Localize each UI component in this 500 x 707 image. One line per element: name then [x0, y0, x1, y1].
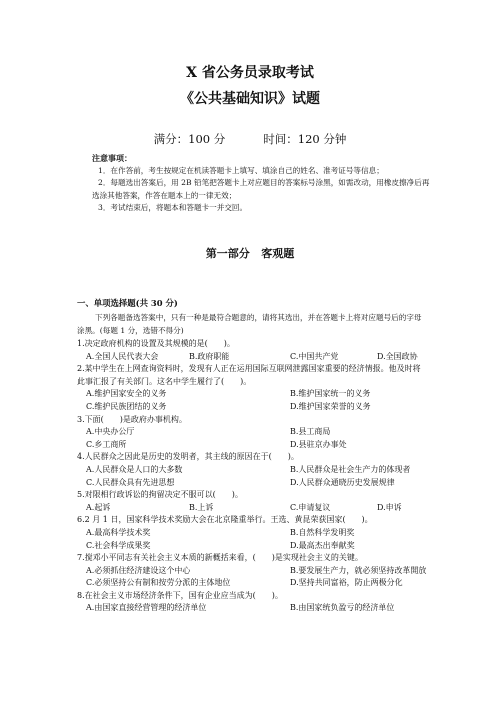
exam-title: X 省公务员录取考试: [186, 65, 314, 81]
options-row: [77, 401, 427, 414]
option: B.人民群众是社会生产力的体现者: [290, 464, 411, 474]
option: B.要发展生产力，就必须坚持改革開放: [290, 565, 427, 575]
option: B.自然科学发明奖: [290, 527, 355, 537]
option: C.社会科学成果奖: [86, 540, 151, 550]
question-stem: 1.决定政府机构的设置及其规模的是( )。: [77, 339, 235, 348]
notes-block: [92, 152, 432, 215]
option: D.坚持共同富裕，防止两极分化: [290, 578, 403, 588]
options-row: [77, 388, 427, 401]
option: D.维护国家荣誉的义务: [290, 401, 371, 411]
options-row: [77, 426, 427, 439]
option: C.人民群众具有先进思想: [86, 477, 175, 487]
options-row: [77, 565, 427, 578]
options-row: [77, 540, 427, 553]
options-row: [77, 502, 427, 515]
note-item: 3．考试结束后，将题本和答题卡一并交回。: [98, 203, 248, 213]
option: A.由国家直接经营管理的经济单位: [86, 603, 207, 613]
option: B.维护国家统一的义务: [290, 389, 371, 399]
option: A.中央办公厅: [86, 427, 135, 437]
question-list: [77, 338, 427, 615]
section-name: 客观题: [261, 247, 295, 260]
exam-subtitle: 《公共基础知识》试题: [180, 91, 320, 107]
part-heading: 一、单项选择题(共 30 分): [77, 298, 178, 308]
option: A.全国人民代表大会: [86, 351, 159, 361]
option: A.最高科学技术奖: [86, 527, 151, 537]
question-stem: 7.搅邓小平同志有关社会主义本质的新概括来看，( )是实现社会主义的关键。: [77, 553, 363, 563]
option: A.起诉: [86, 502, 111, 512]
question-stem: 2.某中学生在上网查询资料时，发现有人正在运用国际互联网泄露国家重要的经济情报。他及时将此事汇报了有关部门。这名中学生履行了( )。: [77, 364, 421, 386]
exam-meta: [0, 131, 500, 147]
options-row: [77, 602, 427, 615]
option: D.申诉: [377, 502, 402, 512]
option: C.申请复议: [290, 502, 331, 512]
question-stem: 4.人民群众之因此是历史的发明者，其主线的原因在于( )。: [77, 452, 299, 462]
option: D.全国政协: [377, 351, 418, 361]
section-number: 第一部分: [205, 247, 250, 260]
score-text: 满分：100 分: [153, 132, 226, 146]
option: A.维护国家安全的义务: [86, 389, 167, 399]
option: B.政府职能: [189, 351, 230, 361]
option: B.上诉: [189, 502, 214, 512]
options-row: [77, 577, 427, 590]
options-row: [77, 527, 427, 540]
options-row: [77, 439, 427, 452]
options-row: [77, 464, 427, 477]
notes-heading: 注意事项：: [92, 153, 132, 163]
question-stem: 3.下面( )是政府办事机构。: [77, 414, 187, 424]
note-item: 2．每题选出答案后，用 2B 铅笔把答题卡上对应题目的答案标号涂黑，如需改动，用橡皮擦净后再选涂其他答案，作答在题本上的一律无效；: [92, 178, 430, 200]
option: B.县工商局: [290, 427, 331, 437]
question-stem: 8.在社会主义市场经济条件下，国有企业应当成为( )。: [77, 590, 283, 600]
part-intro: 下列各题备选答案中，只有一种是最符合题意的，请将其选出，并在答题卡上将对应题号后的字母涂黑。(每题 1 分，选错不得分): [77, 313, 422, 335]
options-row: [77, 477, 427, 490]
option: C.维护民族团结的义务: [86, 401, 167, 411]
question-stem: 5.对限相行政诉讼的拘留决定不服可以( )。: [77, 490, 243, 500]
option: B.由国家统负盈亏的经济单位: [290, 603, 395, 613]
note-item: 1．在作答前，考生按规定在机读答题卡上填写、填涂自己的姓名、准考证号等信息；: [98, 165, 384, 175]
time-text: 时间：120 分钟: [263, 132, 347, 146]
option: D.人民群众通晓历史发展规律: [290, 477, 395, 487]
option: C.乡工商所: [86, 439, 127, 449]
option: D.最高杰出奉献奖: [290, 540, 355, 550]
option: C.必须坚持公有制和按劳分派的主体地位: [86, 578, 231, 588]
option: A.必须抓住经济建设这个中心: [86, 565, 191, 575]
section-title: [0, 245, 500, 261]
options-row: [77, 351, 427, 364]
option: C.中国共产党: [290, 351, 339, 361]
option: A.人民群众是人口的大多数: [86, 464, 183, 474]
question-stem: 6.2 月 1 日，国家科学技术奖励大会在北京隆重举行。王选、黄昆荣获国家( )。: [77, 515, 373, 525]
option: D.县驻京办事处: [290, 439, 347, 449]
